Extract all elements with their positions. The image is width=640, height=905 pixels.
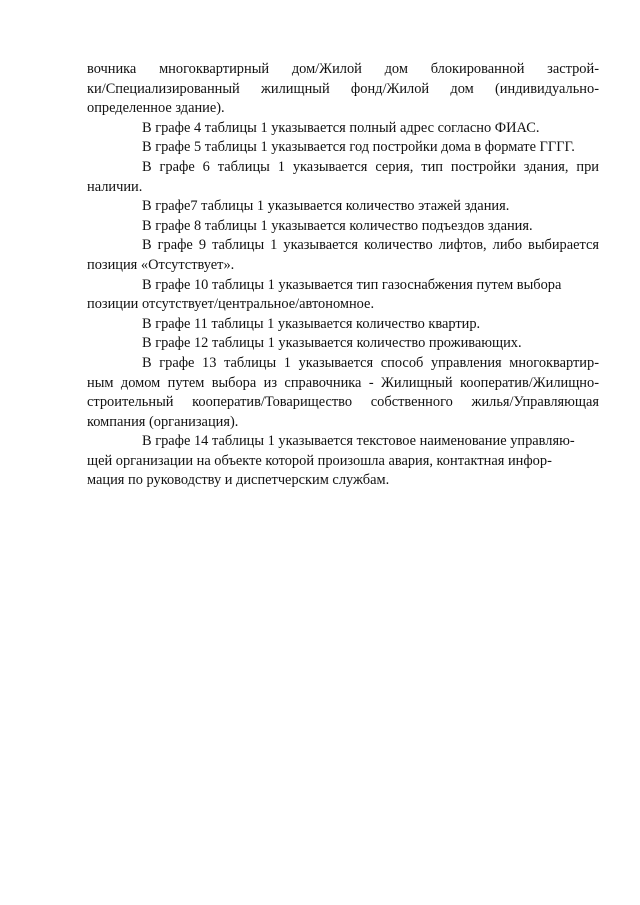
text-line: мация по руководству и диспетчерским службам. [87,472,390,489]
paragraph-first-line: В графе 8 таблицы 1 указывается количество подъездов здания. [142,217,533,234]
document-body [87,60,599,491]
text-line: ным домом путем выбора из справочника - Жилищный кооператив/Жилищно- [87,374,599,391]
text-line: позиции отсутствует/центральное/автономное. [87,296,375,313]
paragraph-first-line: В графе 13 таблицы 1 указывается способ управления многоквартир- [142,354,599,371]
paragraph-first-line: В графе 12 таблицы 1 указывается количество проживающих. [142,335,522,352]
text-line: компания (организация). [87,413,239,430]
text-line: строительный кооператив/Товарищество собственного жилья/Управляющая [87,394,599,411]
text-line: позиция «Отсутствует». [87,256,235,273]
text-line: вочника многоквартирный дом/Жилой дом блокированной застрой- [87,61,599,77]
paragraph-first-line: В графе 4 таблицы 1 указывается полный адрес согласно ФИАС. [142,119,540,136]
paragraph-first-line: В графе7 таблицы 1 указывается количество этажей здания. [142,198,510,215]
text-line: определенное здание). [87,100,225,117]
text-line: ки/Специализированный жилищный фонд/Жилой дом (индивидуально- [87,80,599,97]
text-line: наличии. [87,178,143,195]
paragraph-first-line: В графе 9 таблицы 1 указывается количество лифтов, либо выбирается [142,237,599,254]
paragraph-first-line: В графе 10 таблицы 1 указывается тип газоснабжения путем выбора [142,276,562,293]
paragraph-first-line: В графе 6 таблицы 1 указывается серия, тип постройки здания, при [142,158,599,175]
text-line: щей организации на объекте которой произошла авария, контактная инфор- [87,452,552,469]
paragraph-first-line: В графе 11 таблицы 1 указывается количество квартир. [142,315,481,332]
paragraph-first-line: В графе 14 таблицы 1 указывается текстовое наименование управляю- [142,433,575,450]
paragraph-first-line: В графе 5 таблицы 1 указывается год постройки дома в формате ГГГГ. [142,139,575,156]
